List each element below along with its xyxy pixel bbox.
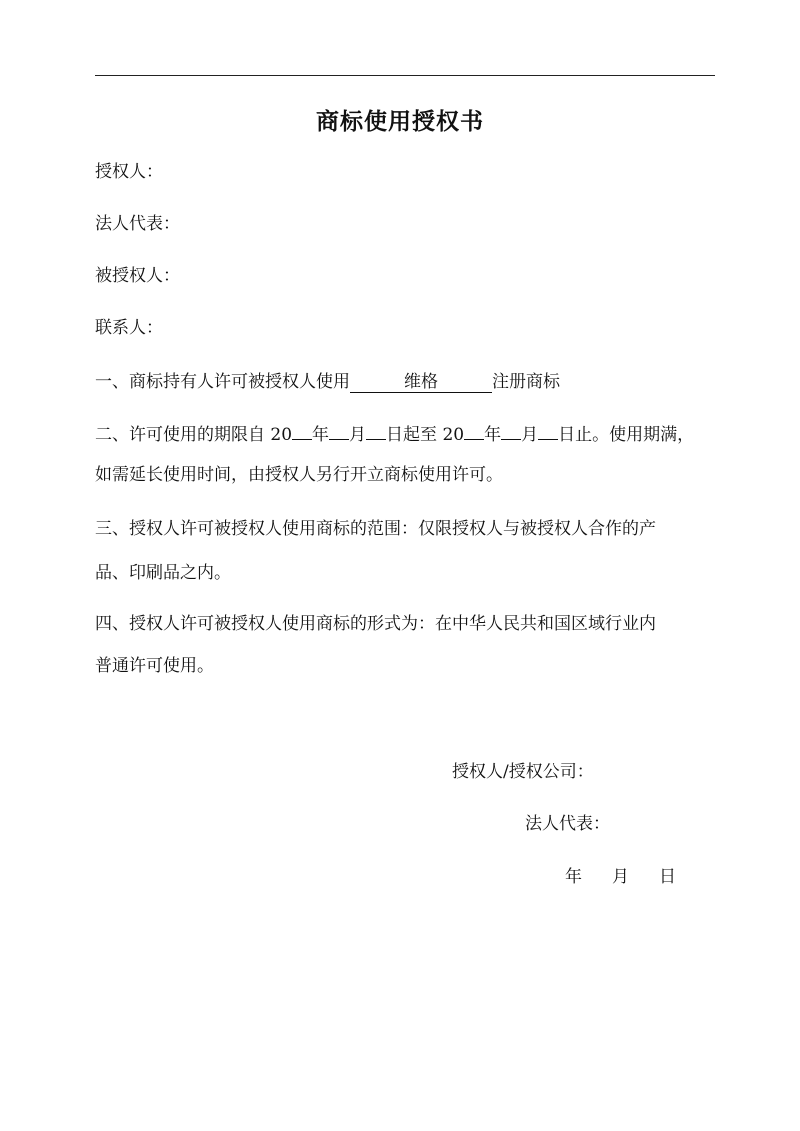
signature-year: 年 — [565, 867, 582, 887]
clause-3-line-2: 品、印刷品之内。 — [95, 563, 231, 583]
header-rule — [95, 75, 715, 76]
clause-2-day-1: 日起至 20 — [386, 425, 465, 445]
clause-2-line-2: 如需延长使用时间，由授权人另行开立商标使用许可。 — [95, 465, 503, 485]
field-contact: 联系人： — [95, 318, 163, 338]
clause-4-line-2: 普通许可使用。 — [95, 656, 214, 676]
clause-3-line-1: 三、授权人许可被授权人使用商标的范围：仅限授权人与被授权人合作的产 — [95, 519, 656, 539]
clause-1-prefix: 一、商标持有人许可被授权人使用 — [95, 372, 350, 392]
document-title: 商标使用授权书 — [316, 108, 484, 135]
blank-day-1 — [366, 439, 386, 440]
clause-2-year-1: 年 — [312, 425, 330, 445]
clause-2-month-2: 月 — [521, 425, 539, 445]
clause-1-brand-blank — [350, 372, 492, 393]
clause-2-tail: 日止。使用期满， — [558, 425, 695, 445]
clause-1 — [95, 370, 560, 394]
clause-2-year-2: 年 — [484, 425, 502, 445]
signature-company: 授权人/授权公司： — [452, 762, 594, 782]
clause-1-brand: 维格 — [404, 372, 438, 392]
field-authorizer: 授权人： — [95, 162, 163, 182]
clause-2-year-prefix-1: 二、许可使用的期限自 20 — [95, 425, 293, 445]
field-legal-rep: 法人代表： — [95, 214, 180, 234]
blank-year-1 — [292, 439, 312, 440]
blank-month-2 — [501, 439, 521, 440]
blank-month-1 — [329, 439, 349, 440]
signature-month: 月 — [612, 867, 629, 887]
blank-year-2 — [464, 439, 484, 440]
field-authorized: 被授权人： — [95, 266, 180, 286]
clause-2-month-1: 月 — [349, 425, 367, 445]
signature-day: 日 — [659, 867, 676, 887]
signature-date — [565, 865, 676, 889]
blank-day-2 — [538, 439, 558, 440]
clause-2-line-1 — [95, 423, 694, 447]
clause-1-suffix: 注册商标 — [492, 372, 560, 392]
signature-legal-rep: 法人代表： — [525, 814, 610, 834]
clause-4-line-1: 四、授权人许可被授权人使用商标的形式为：在中华人民共和国区域行业内 — [95, 614, 656, 634]
